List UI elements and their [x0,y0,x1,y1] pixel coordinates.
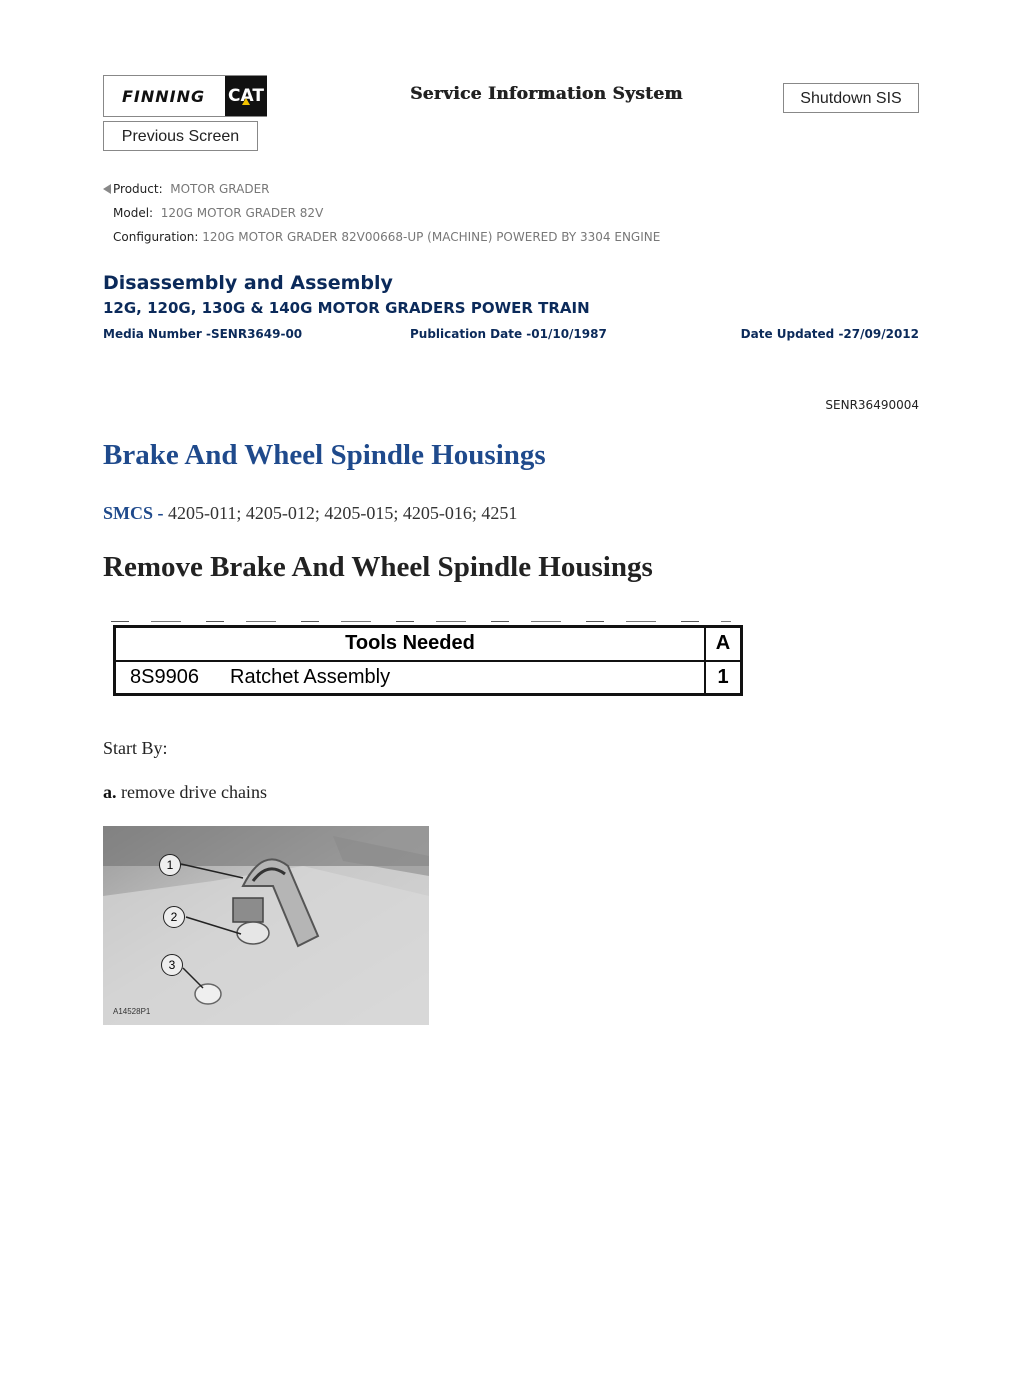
step-a [103,782,267,803]
step-a-letter: a. [103,782,117,802]
tools-table-column-a: A [705,627,742,661]
model-label: Model: [113,206,154,220]
finning-logo-text: FINNING [122,87,206,106]
model-value: 120G MOTOR GRADER 82V [160,206,324,220]
media-number: Media Number -SENR3649-00 [103,327,303,341]
cat-logo-triangle-icon [242,98,250,105]
configuration-label: Configuration: [113,230,199,244]
step-a-text: remove drive chains [121,782,267,802]
previous-screen-button[interactable]: Previous Screen [103,121,258,151]
section-title: Remove Brake And Wheel Spindle Housings [103,551,653,583]
tool-quantity: 1 [705,661,742,695]
shutdown-sis-button[interactable]: Shutdown SIS [783,83,919,113]
tool-description: Ratchet Assembly [230,661,705,695]
tool-part-number: 8S9906 [115,661,231,695]
sis-title: Service Information System [410,84,683,104]
tools-needed-table [113,625,743,696]
product-value: MOTOR GRADER [170,182,270,196]
figure-caption-code: A14528P1 [113,1007,151,1016]
start-by-label: Start By: [103,738,168,758]
smcs-label: SMCS - [103,503,164,523]
publication-date: Publication Date -01/10/1987 [410,327,607,341]
cat-logo: CAT [225,76,267,116]
product-label: Product: [113,182,163,196]
document-subtitle: 12G, 120G, 130G & 140G MOTOR GRADERS POWER TRAIN [103,299,590,317]
callout-1: 1 [159,854,181,876]
smcs-values: 4205-011; 4205-012; 4205-015; 4205-016; 4251 [168,503,518,523]
table-row [115,661,742,695]
date-updated: Date Updated -27/09/2012 [740,327,919,341]
callout-3: 3 [161,954,183,976]
back-arrow-icon[interactable] [103,184,111,194]
product-line [103,182,270,196]
tools-table-header-row [115,627,742,661]
callout-2: 2 [163,906,185,928]
configuration-line [113,230,660,244]
procedure-photo-svg [103,826,429,1025]
tools-table-header: Tools Needed [115,627,706,661]
document-type: Disassembly and Assembly [103,272,393,294]
reference-id: SENR36490004 [825,398,919,412]
tools-needed-image [111,619,745,699]
scan-artifact [111,621,731,622]
procedure-photo [103,826,429,1025]
page-title: Brake And Wheel Spindle Housings [103,439,546,471]
finning-cat-logo [103,75,267,117]
configuration-value: 120G MOTOR GRADER 82V00668-UP (MACHINE) POWERED BY 3304 ENGINE [202,230,661,244]
smcs-codes [103,503,517,524]
model-line [113,206,323,220]
